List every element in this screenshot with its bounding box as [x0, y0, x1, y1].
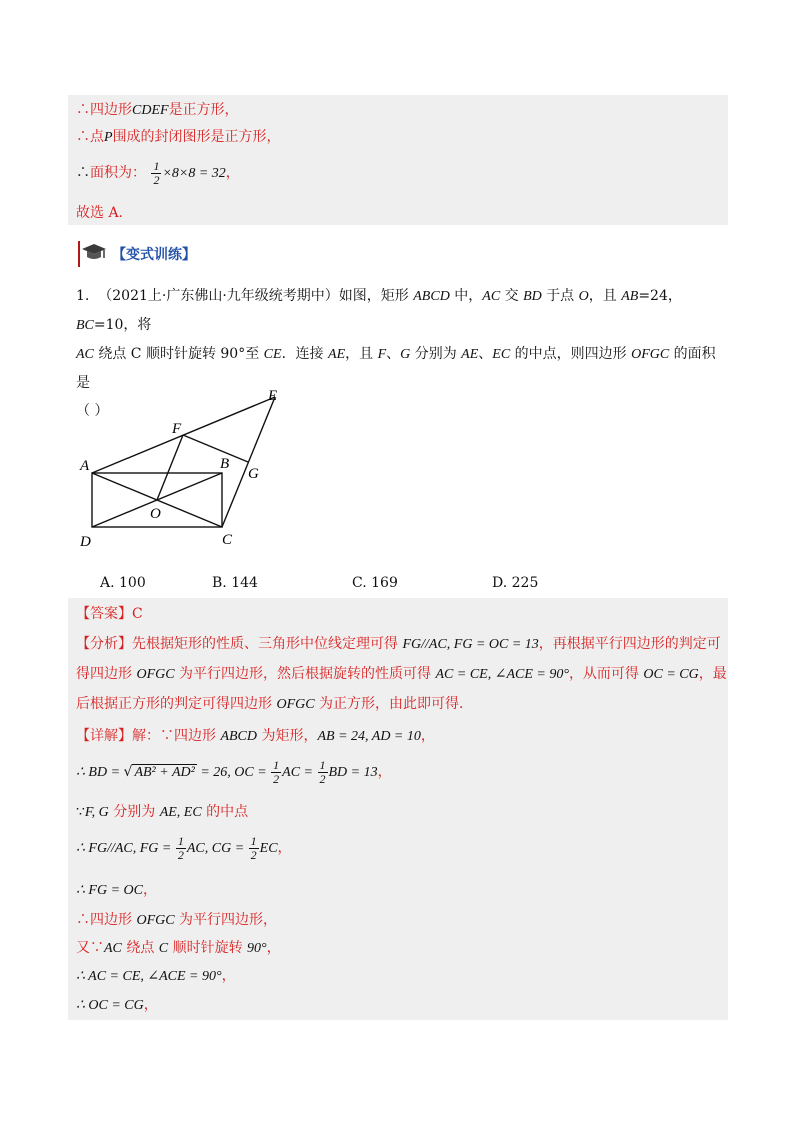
text: ．连接	[281, 346, 329, 362]
math: = 26, OC =	[196, 765, 271, 780]
fraction	[318, 759, 328, 786]
detail-line-5	[76, 880, 157, 901]
math: AB	[621, 289, 639, 304]
math: OC = CG	[643, 667, 699, 682]
denominator: 2	[250, 847, 257, 862]
math: EC	[492, 347, 511, 362]
analysis-line-3	[76, 694, 463, 715]
text: 面积为：	[90, 165, 146, 181]
math: F	[377, 347, 387, 362]
math: BD	[523, 289, 542, 304]
text: ∴四边形	[76, 102, 132, 118]
text: ，且	[588, 288, 622, 304]
text: ，	[377, 764, 392, 780]
numerator: 1	[177, 833, 184, 848]
math: AC	[104, 941, 122, 956]
text: ，	[266, 940, 281, 956]
detail-line-9	[76, 995, 158, 1016]
therefore: ∴	[76, 165, 90, 181]
math: ∴ AC = CE, ∠ACE = 90°	[76, 969, 222, 984]
math: OFGC	[276, 697, 315, 712]
text: 顺时针旋转	[168, 940, 248, 956]
analysis-tag: 【分析】	[76, 636, 132, 652]
numerator: 1	[319, 757, 326, 772]
fraction	[176, 835, 186, 862]
top-line-3	[76, 158, 240, 189]
option-c[interactable]	[352, 575, 398, 591]
because: ∵	[76, 804, 85, 820]
math: OFGC	[631, 347, 670, 362]
fraction	[249, 835, 259, 862]
text: 、	[386, 346, 401, 362]
text: 是正方形，	[168, 102, 239, 118]
label-a: A	[80, 458, 90, 474]
detail-line-2	[76, 756, 392, 789]
text: 为矩形，	[257, 728, 318, 744]
math: ∴ FG//AC, FG =	[76, 841, 175, 856]
label-d: D	[80, 534, 91, 550]
math: P	[104, 130, 113, 145]
math: G	[400, 347, 411, 362]
text: 、	[478, 346, 493, 362]
math: ∴ BD =	[76, 765, 124, 780]
text: 围成的封闭图形是正方形，	[112, 129, 281, 145]
label-e: E	[268, 388, 278, 404]
question-number: 1.	[76, 288, 90, 304]
text: 分别为	[108, 804, 160, 820]
text: ，从而可得	[568, 666, 644, 682]
numerator: 1	[153, 158, 160, 173]
section-header	[76, 240, 196, 268]
math: OFGC	[136, 913, 175, 928]
geometry-figure	[70, 380, 300, 555]
option-value: 169	[371, 575, 398, 591]
text: =24，	[638, 288, 682, 304]
fraction	[151, 160, 161, 187]
graduation-cap-icon	[76, 241, 106, 267]
option-a[interactable]	[100, 575, 146, 591]
denominator: 2	[319, 771, 326, 786]
text: 后根据正方形的判定可得四边形	[76, 696, 277, 712]
math: 90°	[247, 941, 267, 956]
text: ，最	[698, 666, 727, 682]
text: 得四边形	[76, 666, 137, 682]
math: CE	[263, 347, 282, 362]
section-title: 【变式训练】	[112, 247, 196, 263]
detail-line-7	[76, 938, 281, 959]
top-line-4: 故选 A.	[76, 205, 124, 221]
text: ，且	[345, 346, 378, 362]
text: 为平行四边形，	[174, 912, 278, 928]
option-value: 144	[231, 575, 258, 591]
text: ，	[143, 997, 158, 1013]
text: 的中点	[201, 804, 249, 820]
math: BC	[76, 318, 94, 333]
math: ∴ FG = OC	[76, 883, 143, 898]
math: FG//AC, FG = OC = 13	[402, 637, 539, 652]
numerator: 1	[273, 757, 280, 772]
numerator: 1	[250, 833, 257, 848]
text: 为平行四边形，然后根据旋转的性质可得	[174, 666, 436, 682]
text: 分别为	[410, 346, 462, 362]
label-f: F	[172, 421, 182, 437]
segment-ce	[222, 397, 275, 527]
text: ，	[142, 882, 157, 898]
math: AC = CE, ∠ACE = 90°	[435, 667, 569, 682]
analysis-line-1	[76, 634, 721, 655]
detail-tag: 【详解】	[76, 728, 132, 744]
math: ABCD	[220, 729, 258, 744]
math: OFGC	[136, 667, 175, 682]
detail-line-1	[76, 726, 435, 747]
option-letter: B.	[212, 575, 227, 591]
math: O	[578, 289, 589, 304]
math: F, G	[84, 805, 109, 820]
fraction	[271, 759, 281, 786]
denominator: 2	[153, 172, 160, 187]
math: AC =	[282, 765, 317, 780]
text: ，	[225, 165, 240, 181]
text: 于点	[541, 288, 579, 304]
analysis-line-2	[76, 664, 727, 685]
option-letter: D.	[492, 575, 508, 591]
answer-value: C	[132, 606, 143, 622]
text: 绕点	[121, 940, 159, 956]
segment-fg	[183, 435, 248, 462]
math: AE, EC	[159, 805, 202, 820]
sqrt-symbol: √	[123, 764, 133, 780]
text: ∴四边形	[76, 912, 137, 928]
math: BD = 13	[328, 765, 378, 780]
denominator: 2	[177, 847, 184, 862]
math: AC	[76, 347, 94, 362]
text: 的中点，则四边形	[510, 346, 632, 362]
text: （2021上·广东佛山·九年级统考期中）如图，矩形	[98, 288, 414, 304]
math: AC	[482, 289, 501, 304]
denominator: 2	[273, 771, 280, 786]
detail-line-8	[76, 966, 236, 987]
math: C	[158, 941, 169, 956]
math: AE	[328, 347, 346, 362]
text: 中，	[449, 288, 483, 304]
label-b: B	[220, 456, 230, 472]
text: 交	[500, 288, 524, 304]
text: 解：∵四边形	[132, 728, 221, 744]
math: AC, CG =	[186, 841, 248, 856]
math: CDEF	[132, 103, 169, 118]
text: 绕点 C 顺时针旋转 90°至	[93, 346, 264, 362]
text: =10，将	[93, 317, 152, 333]
math: EC	[259, 841, 278, 856]
detail-line-4	[76, 832, 292, 865]
math: AB = 24, AD = 10	[317, 729, 421, 744]
option-letter: C.	[352, 575, 367, 591]
text: 为正方形，由此即可得.	[314, 696, 464, 712]
option-value: 100	[119, 575, 146, 591]
math: ∴ OC = CG	[76, 998, 144, 1013]
text: ，再根据平行四边形的判定可	[538, 636, 721, 652]
math: ABCD	[413, 289, 450, 304]
text: 的面积是	[76, 346, 716, 391]
answer-line	[76, 604, 143, 624]
option-d[interactable]	[492, 575, 538, 591]
label-c: C	[222, 532, 233, 548]
math: ×8×8 = 32	[162, 166, 226, 181]
text: 先根据矩形的性质、三角形中位线定理可得	[132, 636, 403, 652]
answer-blank: （ ）	[76, 403, 109, 419]
option-b[interactable]	[212, 575, 258, 591]
text: ，	[221, 968, 236, 984]
math: AE	[461, 347, 479, 362]
top-line-1	[76, 100, 239, 121]
detail-line-3	[76, 802, 248, 823]
option-value: 225	[511, 575, 539, 591]
text: ∴点	[76, 129, 104, 145]
top-line-2	[76, 127, 281, 148]
answer-tag: 【答案】	[76, 606, 132, 622]
text: ，	[277, 840, 292, 856]
text: 又∵	[76, 940, 104, 956]
math-radicand: AB² + AD²	[134, 765, 195, 780]
text: ，	[420, 728, 435, 744]
option-letter: A.	[100, 575, 115, 591]
label-o: O	[150, 506, 161, 522]
detail-line-6	[76, 910, 277, 931]
label-g: G	[248, 466, 259, 482]
